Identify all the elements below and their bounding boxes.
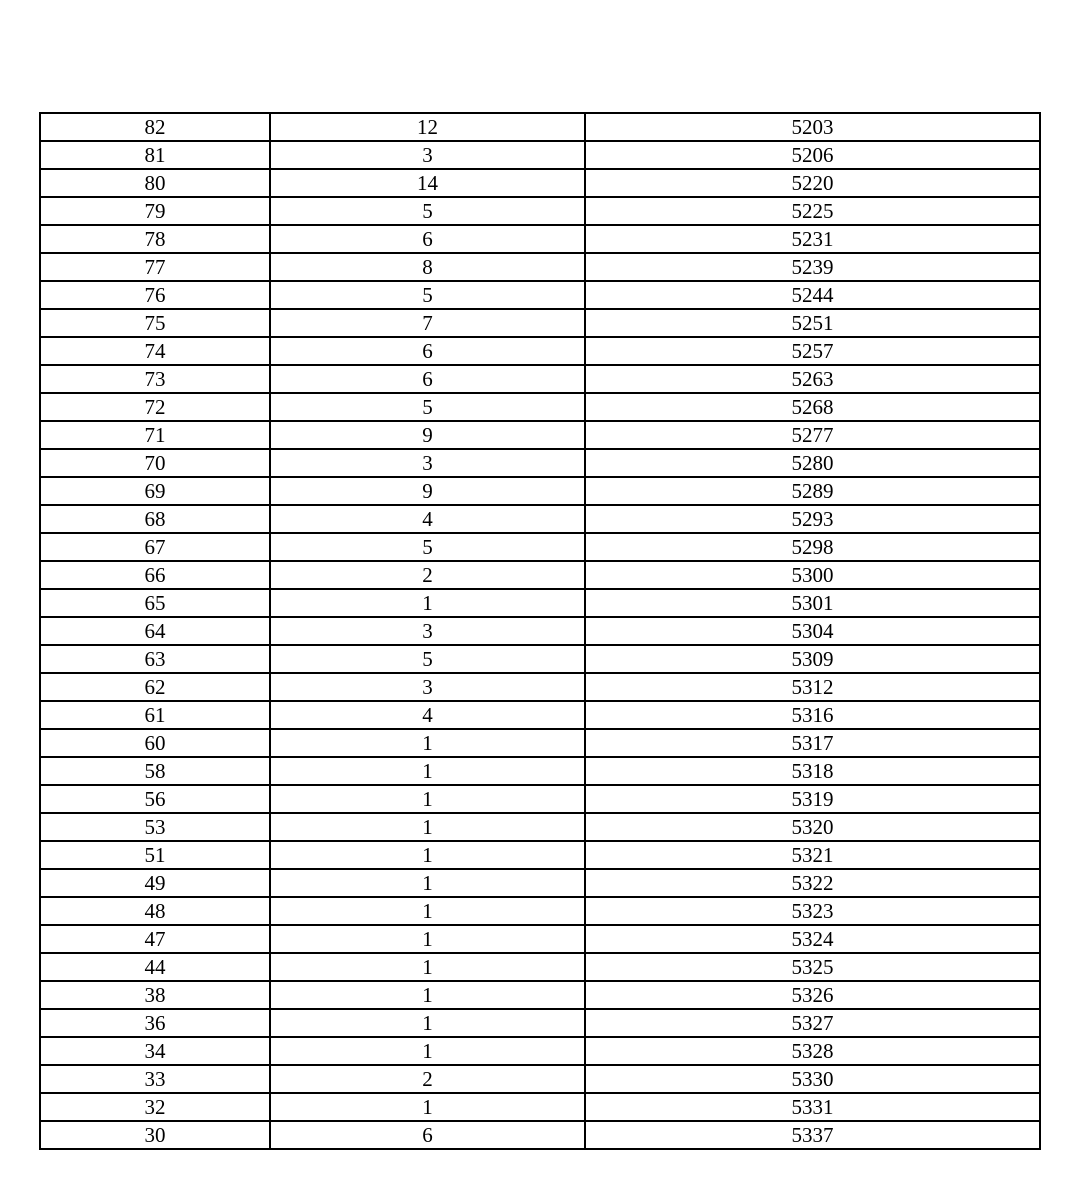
count-cell: 3 bbox=[270, 141, 585, 169]
table-row bbox=[40, 729, 1040, 757]
count-cell: 4 bbox=[270, 701, 585, 729]
cumulative-cell: 5328 bbox=[585, 1037, 1040, 1065]
table-row bbox=[40, 1009, 1040, 1037]
count-cell: 1 bbox=[270, 729, 585, 757]
cumulative-cell: 5317 bbox=[585, 729, 1040, 757]
table-row bbox=[40, 869, 1040, 897]
cumulative-cell: 5289 bbox=[585, 477, 1040, 505]
cumulative-cell: 5206 bbox=[585, 141, 1040, 169]
score-cell: 30 bbox=[40, 1121, 270, 1149]
cumulative-cell: 5220 bbox=[585, 169, 1040, 197]
score-cell: 78 bbox=[40, 225, 270, 253]
cumulative-cell: 5321 bbox=[585, 841, 1040, 869]
cumulative-cell: 5320 bbox=[585, 813, 1040, 841]
table-row bbox=[40, 645, 1040, 673]
score-cell: 76 bbox=[40, 281, 270, 309]
count-cell: 6 bbox=[270, 365, 585, 393]
score-cell: 61 bbox=[40, 701, 270, 729]
table-row bbox=[40, 197, 1040, 225]
score-cell: 48 bbox=[40, 897, 270, 925]
table-row bbox=[40, 673, 1040, 701]
cumulative-cell: 5304 bbox=[585, 617, 1040, 645]
score-cell: 47 bbox=[40, 925, 270, 953]
cumulative-cell: 5323 bbox=[585, 897, 1040, 925]
score-cell: 58 bbox=[40, 757, 270, 785]
count-cell: 5 bbox=[270, 393, 585, 421]
data-table bbox=[39, 112, 1041, 1150]
table-row bbox=[40, 841, 1040, 869]
score-cell: 74 bbox=[40, 337, 270, 365]
score-cell: 71 bbox=[40, 421, 270, 449]
cumulative-cell: 5331 bbox=[585, 1093, 1040, 1121]
count-cell: 7 bbox=[270, 309, 585, 337]
score-cell: 64 bbox=[40, 617, 270, 645]
table-row bbox=[40, 113, 1040, 141]
cumulative-cell: 5298 bbox=[585, 533, 1040, 561]
cumulative-cell: 5327 bbox=[585, 1009, 1040, 1037]
count-cell: 1 bbox=[270, 813, 585, 841]
score-cell: 49 bbox=[40, 869, 270, 897]
count-cell: 6 bbox=[270, 225, 585, 253]
table-row bbox=[40, 393, 1040, 421]
table-row bbox=[40, 421, 1040, 449]
count-cell: 2 bbox=[270, 1065, 585, 1093]
cumulative-cell: 5318 bbox=[585, 757, 1040, 785]
table-body bbox=[40, 113, 1040, 1149]
table-row bbox=[40, 897, 1040, 925]
count-cell: 6 bbox=[270, 1121, 585, 1149]
count-cell: 8 bbox=[270, 253, 585, 281]
cumulative-cell: 5322 bbox=[585, 869, 1040, 897]
cumulative-cell: 5268 bbox=[585, 393, 1040, 421]
count-cell: 1 bbox=[270, 757, 585, 785]
score-cell: 33 bbox=[40, 1065, 270, 1093]
cumulative-cell: 5251 bbox=[585, 309, 1040, 337]
score-cell: 73 bbox=[40, 365, 270, 393]
count-cell: 1 bbox=[270, 1093, 585, 1121]
cumulative-cell: 5239 bbox=[585, 253, 1040, 281]
table-row bbox=[40, 253, 1040, 281]
cumulative-cell: 5244 bbox=[585, 281, 1040, 309]
table-row bbox=[40, 1065, 1040, 1093]
cumulative-cell: 5330 bbox=[585, 1065, 1040, 1093]
count-cell: 1 bbox=[270, 1037, 585, 1065]
cumulative-cell: 5225 bbox=[585, 197, 1040, 225]
table-row bbox=[40, 169, 1040, 197]
count-cell: 5 bbox=[270, 645, 585, 673]
score-cell: 82 bbox=[40, 113, 270, 141]
cumulative-cell: 5312 bbox=[585, 673, 1040, 701]
score-cell: 60 bbox=[40, 729, 270, 757]
count-cell: 12 bbox=[270, 113, 585, 141]
cumulative-cell: 5324 bbox=[585, 925, 1040, 953]
count-cell: 4 bbox=[270, 505, 585, 533]
cumulative-cell: 5280 bbox=[585, 449, 1040, 477]
score-cell: 70 bbox=[40, 449, 270, 477]
table-row bbox=[40, 701, 1040, 729]
cumulative-cell: 5263 bbox=[585, 365, 1040, 393]
count-cell: 1 bbox=[270, 1009, 585, 1037]
count-cell: 3 bbox=[270, 673, 585, 701]
count-cell: 5 bbox=[270, 197, 585, 225]
table-row bbox=[40, 1093, 1040, 1121]
count-cell: 9 bbox=[270, 477, 585, 505]
score-cell: 32 bbox=[40, 1093, 270, 1121]
cumulative-cell: 5300 bbox=[585, 561, 1040, 589]
table-row bbox=[40, 925, 1040, 953]
score-cell: 66 bbox=[40, 561, 270, 589]
cumulative-cell: 5301 bbox=[585, 589, 1040, 617]
count-cell: 14 bbox=[270, 169, 585, 197]
count-cell: 3 bbox=[270, 617, 585, 645]
score-cell: 65 bbox=[40, 589, 270, 617]
table-row bbox=[40, 785, 1040, 813]
score-cell: 53 bbox=[40, 813, 270, 841]
count-cell: 1 bbox=[270, 953, 585, 981]
count-cell: 5 bbox=[270, 281, 585, 309]
count-cell: 3 bbox=[270, 449, 585, 477]
count-cell: 1 bbox=[270, 589, 585, 617]
cumulative-cell: 5203 bbox=[585, 113, 1040, 141]
table-row bbox=[40, 225, 1040, 253]
cumulative-cell: 5337 bbox=[585, 1121, 1040, 1149]
table-row bbox=[40, 813, 1040, 841]
table-row bbox=[40, 953, 1040, 981]
count-cell: 1 bbox=[270, 869, 585, 897]
table-row bbox=[40, 505, 1040, 533]
table-row bbox=[40, 365, 1040, 393]
score-cell: 79 bbox=[40, 197, 270, 225]
table-row bbox=[40, 617, 1040, 645]
count-cell: 5 bbox=[270, 533, 585, 561]
table-row bbox=[40, 533, 1040, 561]
count-cell: 1 bbox=[270, 785, 585, 813]
score-cell: 80 bbox=[40, 169, 270, 197]
table-row bbox=[40, 449, 1040, 477]
table-row bbox=[40, 281, 1040, 309]
table-row bbox=[40, 1037, 1040, 1065]
table-row bbox=[40, 561, 1040, 589]
count-cell: 9 bbox=[270, 421, 585, 449]
cumulative-cell: 5277 bbox=[585, 421, 1040, 449]
score-cell: 81 bbox=[40, 141, 270, 169]
table-row bbox=[40, 981, 1040, 1009]
count-cell: 1 bbox=[270, 841, 585, 869]
table-row bbox=[40, 309, 1040, 337]
count-cell: 6 bbox=[270, 337, 585, 365]
count-cell: 1 bbox=[270, 897, 585, 925]
score-cell: 38 bbox=[40, 981, 270, 1009]
score-cell: 44 bbox=[40, 953, 270, 981]
table-row bbox=[40, 1121, 1040, 1149]
cumulative-cell: 5257 bbox=[585, 337, 1040, 365]
table-row bbox=[40, 477, 1040, 505]
table-row bbox=[40, 589, 1040, 617]
score-cell: 77 bbox=[40, 253, 270, 281]
score-cell: 67 bbox=[40, 533, 270, 561]
cumulative-cell: 5231 bbox=[585, 225, 1040, 253]
cumulative-cell: 5316 bbox=[585, 701, 1040, 729]
score-cell: 69 bbox=[40, 477, 270, 505]
table-row bbox=[40, 337, 1040, 365]
score-cell: 56 bbox=[40, 785, 270, 813]
score-cell: 36 bbox=[40, 1009, 270, 1037]
count-cell: 1 bbox=[270, 925, 585, 953]
score-cell: 51 bbox=[40, 841, 270, 869]
score-cell: 34 bbox=[40, 1037, 270, 1065]
table-row bbox=[40, 757, 1040, 785]
score-cell: 63 bbox=[40, 645, 270, 673]
score-cell: 68 bbox=[40, 505, 270, 533]
score-cell: 75 bbox=[40, 309, 270, 337]
cumulative-cell: 5293 bbox=[585, 505, 1040, 533]
score-cell: 72 bbox=[40, 393, 270, 421]
cumulative-cell: 5319 bbox=[585, 785, 1040, 813]
cumulative-cell: 5325 bbox=[585, 953, 1040, 981]
count-cell: 1 bbox=[270, 981, 585, 1009]
cumulative-cell: 5309 bbox=[585, 645, 1040, 673]
table-row bbox=[40, 141, 1040, 169]
count-cell: 2 bbox=[270, 561, 585, 589]
cumulative-cell: 5326 bbox=[585, 981, 1040, 1009]
score-cell: 62 bbox=[40, 673, 270, 701]
